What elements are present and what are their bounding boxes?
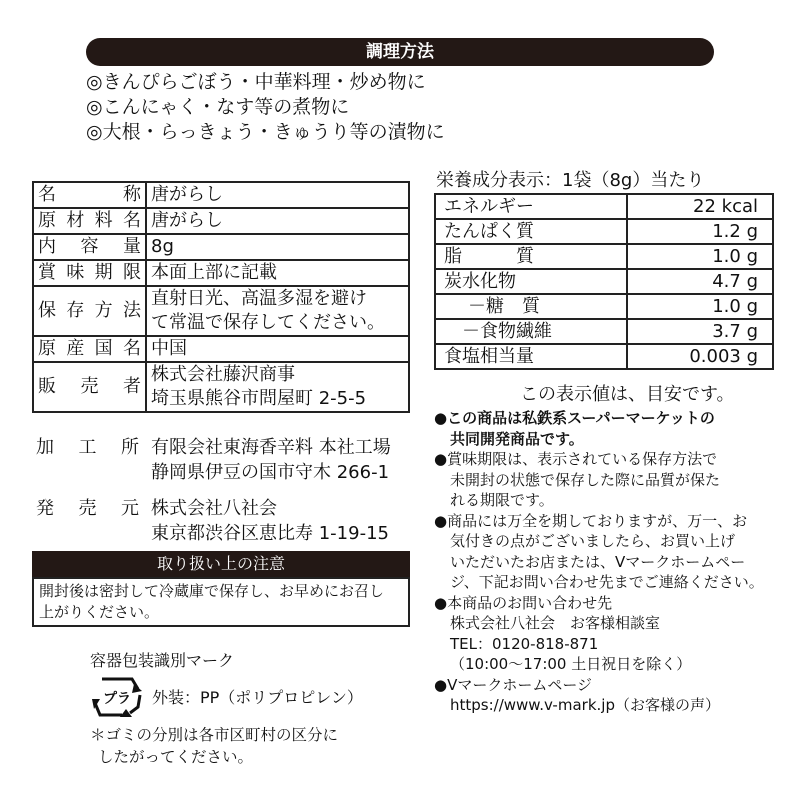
nutrition-row bbox=[435, 319, 773, 344]
spec-row bbox=[33, 260, 409, 286]
nutrition-row bbox=[435, 219, 773, 244]
nutrient-value: 1.0 g bbox=[627, 294, 773, 319]
note-line: TEL：0120-818-871 bbox=[450, 634, 599, 653]
cooking-item: ◎大根・らっきょう・きゅうり等の漬物に bbox=[86, 121, 445, 143]
nutrition-row bbox=[435, 194, 773, 219]
caution-line: 開封後は密封して冷蔵庫で保存し、お早めにお召し bbox=[39, 582, 385, 600]
spec-value: 唐がらし bbox=[146, 208, 409, 234]
spec-row bbox=[33, 336, 409, 362]
spec-key: 保存方法 bbox=[33, 286, 146, 336]
spec-row bbox=[33, 182, 409, 208]
nutrient-value: 22 kcal bbox=[627, 194, 773, 219]
nutrient-value: 0.003 g bbox=[627, 344, 773, 369]
processor-block bbox=[32, 435, 410, 487]
nutrient-value: 4.7 g bbox=[627, 269, 773, 294]
cooking-list bbox=[86, 70, 445, 145]
recycle-note-line: ＊ゴミの分別は各市区町村の区分に bbox=[90, 726, 339, 744]
processor-key: 加工所 bbox=[36, 437, 139, 458]
caution-title: 取り扱い上の注意 bbox=[32, 551, 410, 577]
recycle-mark-text: プラ bbox=[103, 691, 131, 707]
note-line: 株式会社八社会 お客様相談室 bbox=[450, 614, 661, 632]
nutrient-value: 1.0 g bbox=[627, 244, 773, 269]
nutrient-value: 1.2 g bbox=[627, 219, 773, 244]
spec-value: 中国 bbox=[146, 336, 409, 362]
spec-key: 原材料名 bbox=[33, 208, 146, 234]
note-line: ●賞味期限は、表示されている保存方法で bbox=[434, 450, 718, 468]
cooking-item: ◎こんにゃく・なす等の煮物に bbox=[86, 96, 350, 118]
nutrient-name: 食塩相当量 bbox=[435, 344, 627, 369]
nutrition-row bbox=[435, 294, 773, 319]
caution-line: 上がりください。 bbox=[39, 603, 160, 621]
spec-row bbox=[33, 286, 409, 336]
seller-line: 東京都渋谷区恵比寿 1-19-15 bbox=[151, 523, 389, 544]
nutrient-name: たんぱく質 bbox=[435, 219, 627, 244]
note-line: ジ、下記お問い合わせ先までご連絡ください。 bbox=[450, 573, 764, 591]
spec-value-line: 株式会社藤沢商事 bbox=[151, 364, 295, 385]
spec-value-line: て常温で保存してください。 bbox=[151, 312, 385, 333]
spec-value-line: 直射日光、高温多湿を避け bbox=[151, 288, 367, 309]
spec-value: 唐がらし bbox=[146, 182, 409, 208]
recycle-material: 外装：PP（ポリプロピレン） bbox=[152, 688, 363, 707]
caution-box bbox=[32, 577, 410, 627]
note-line: （10:00～17:00 土日祝日を除く） bbox=[450, 655, 692, 673]
product-spec-table bbox=[32, 181, 410, 413]
seller-block bbox=[32, 496, 410, 548]
nutrition-footnote: この表示値は、目安です。 bbox=[520, 384, 735, 405]
spec-row bbox=[33, 234, 409, 260]
cooking-item: ◎きんぴらごぼう・中華料理・炒め物に bbox=[86, 71, 426, 93]
nutrient-name: －糖 質 bbox=[435, 294, 627, 319]
seller-key: 発売元 bbox=[36, 498, 139, 519]
note-line: ●この商品は私鉄系スーパーマーケットの bbox=[434, 409, 715, 427]
nutrient-name: 炭水化物 bbox=[435, 269, 627, 294]
note-line: いただいたお店または、Vマークホームペー bbox=[450, 552, 746, 571]
nutrient-name: 脂 質 bbox=[435, 244, 627, 269]
spec-row bbox=[33, 362, 409, 412]
recycle-pla-icon bbox=[92, 673, 142, 723]
spec-key: 販売者 bbox=[33, 362, 146, 412]
note-line: ●本商品のお問い合わせ先 bbox=[434, 593, 613, 612]
nutrition-row bbox=[435, 269, 773, 294]
nutrient-name: －食物繊維 bbox=[435, 319, 627, 344]
note-line: ●Vマークホームページ bbox=[434, 675, 593, 694]
spec-row bbox=[33, 208, 409, 234]
processor-line: 静岡県伊豆の国市守木 266-1 bbox=[151, 462, 390, 483]
notes-block bbox=[434, 408, 784, 716]
nutrition-heading: 栄養成分表示：1袋（8g）当たり bbox=[436, 170, 705, 191]
note-line: れる期限です。 bbox=[450, 491, 554, 509]
note-line: ●商品には万全を期しておりますが、万一、お bbox=[434, 511, 748, 530]
nutrition-row bbox=[435, 344, 773, 369]
spec-value: 本面上部に記載 bbox=[146, 260, 409, 286]
spec-key: 原産国名 bbox=[33, 336, 146, 362]
spec-value bbox=[146, 286, 409, 336]
note-line: 気付きの点がございましたら、お買い上げ bbox=[450, 532, 736, 550]
spec-key: 賞味期限 bbox=[33, 260, 146, 286]
processor-line: 有限会社東海香辛料 本社工場 bbox=[151, 437, 391, 458]
spec-value: 8g bbox=[146, 234, 409, 260]
recycle-note bbox=[90, 724, 338, 768]
spec-value bbox=[146, 362, 409, 412]
spec-value-line: 埼玉県熊谷市問屋町 2-5-5 bbox=[151, 388, 367, 409]
homepage-link: https://www.v-mark.jp（お客様の声） bbox=[450, 696, 720, 714]
recycle-note-line: したがってください。 bbox=[98, 748, 254, 766]
nutrition-row bbox=[435, 244, 773, 269]
note-line: 共同開発商品です。 bbox=[450, 429, 584, 448]
nutrient-name: エネルギー bbox=[435, 194, 627, 219]
seller-line: 株式会社八社会 bbox=[151, 498, 277, 519]
nutrient-value: 3.7 g bbox=[627, 319, 773, 344]
cooking-title: 調理方法 bbox=[86, 38, 714, 66]
spec-key: 内容量 bbox=[33, 234, 146, 260]
spec-key: 名称 bbox=[33, 182, 146, 208]
nutrition-table bbox=[434, 193, 774, 370]
recycle-label: 容器包装識別マーク bbox=[90, 651, 235, 670]
note-line: 未開封の状態で保存した際に品質が保た bbox=[450, 470, 721, 489]
